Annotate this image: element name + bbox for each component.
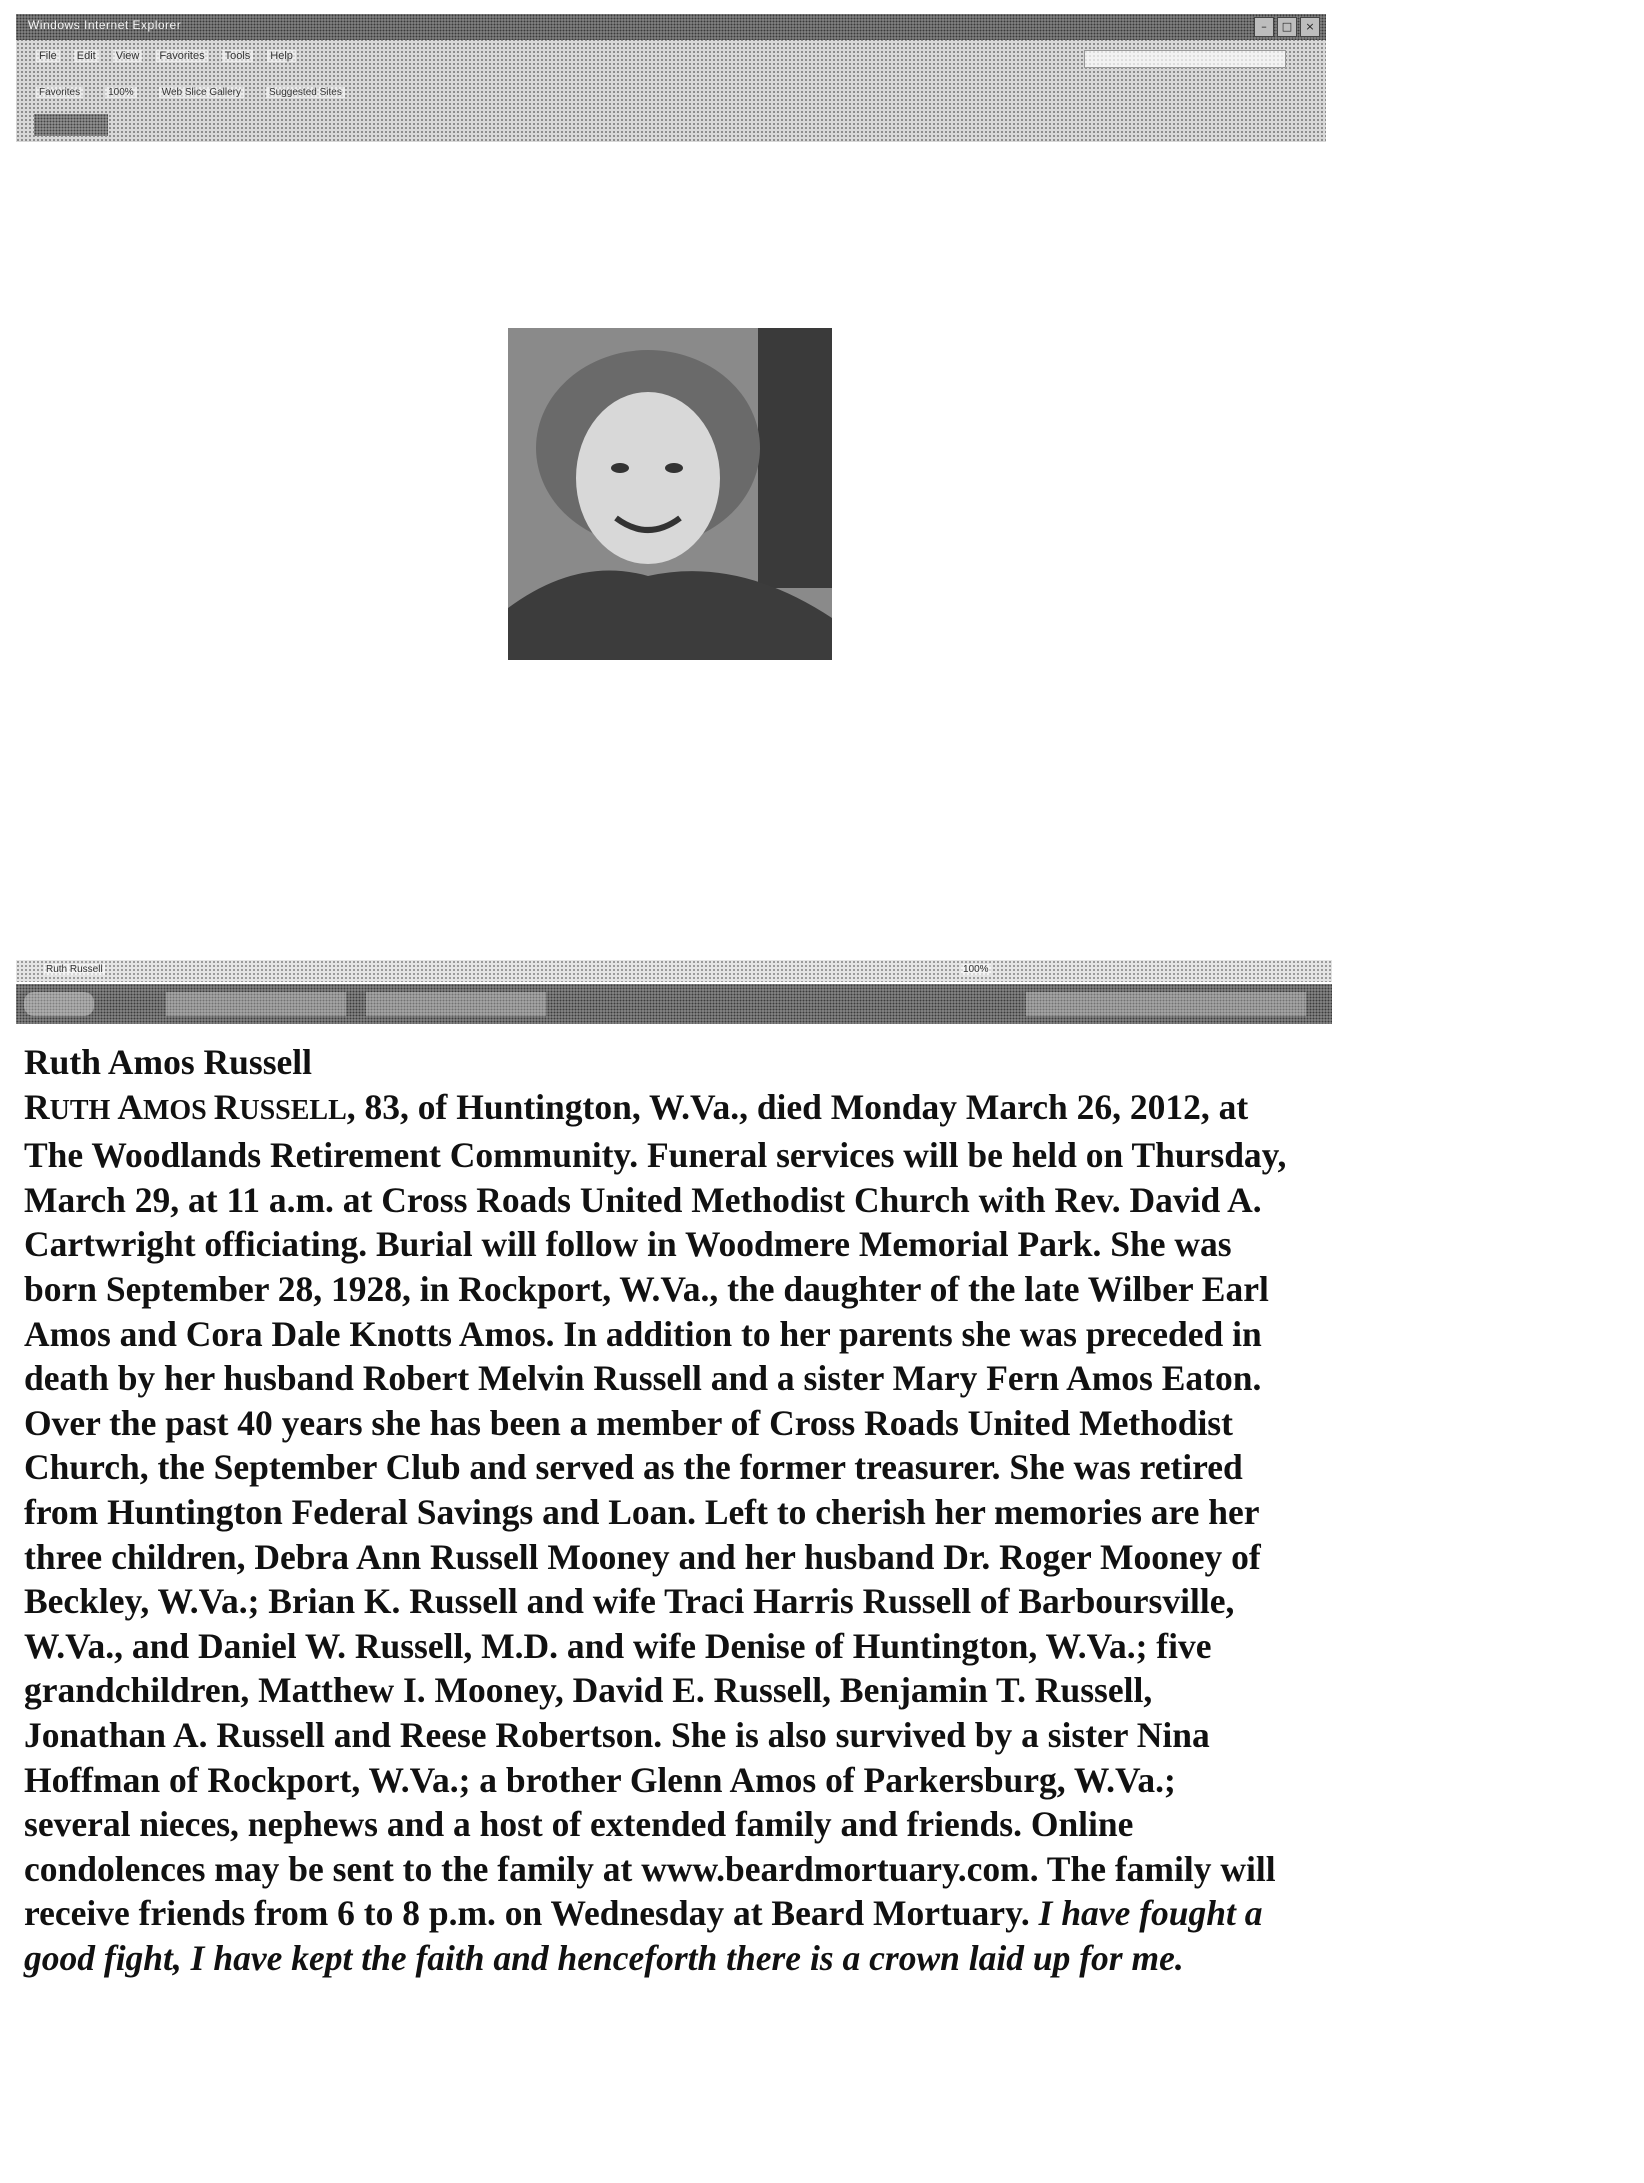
name-initial: A	[117, 1086, 143, 1127]
scripture-quote: good fight, I have kept the faith and henceforth there is a crown laid up for me.	[24, 1937, 1184, 1978]
menu-file[interactable]: File	[36, 50, 60, 62]
obituary-heading: Ruth Amos Russell	[24, 1042, 313, 1082]
obituary-line: Cartwright officiating. Burial will follow in Woodmere Memorial Park. She was	[24, 1224, 1232, 1265]
name-smallcaps: UTH	[49, 1094, 118, 1126]
taskbar	[16, 984, 1332, 1024]
browser-title-bar	[16, 14, 1326, 40]
menu-tools[interactable]: Tools	[222, 50, 254, 62]
obituary-line: grandchildren, Matthew I. Mooney, David E. Russell, Benjamin T. Russell,	[24, 1670, 1153, 1711]
name-smallcaps: MOS	[142, 1094, 214, 1126]
suggested-sites-link[interactable]: Suggested Sites	[266, 87, 345, 98]
back-forward-icon[interactable]	[34, 114, 108, 136]
scripture-quote: I have fought a	[1038, 1893, 1263, 1934]
obituary-line-text: receive friends from 6 to 8 p.m. on Wednesday at Beard Mortuary.	[24, 1893, 1039, 1934]
name-smallcaps: USSELL	[239, 1094, 347, 1126]
obituary-line: condolences may be sent to the family at www.beardmortuary.com. The family will	[24, 1848, 1276, 1889]
zoom-dropdown[interactable]: 100%	[105, 87, 137, 98]
close-icon[interactable]: ×	[1300, 17, 1320, 37]
obituary-line	[24, 1085, 1624, 1134]
window-title: Windows Internet Explorer	[28, 18, 182, 32]
obituary-line-text: , 83, of Huntington, W.Va., died Monday March 26, 2012, at	[346, 1086, 1249, 1127]
web-slice-gallery-link[interactable]: Web Slice Gallery	[159, 87, 244, 98]
obituary-line: The Woodlands Retirement Community. Funeral services will be held on Thursday,	[24, 1135, 1287, 1176]
obituary-line: several nieces, nephews and a host of extended family and friends. Online	[24, 1804, 1134, 1845]
minimize-icon[interactable]: –	[1254, 17, 1274, 37]
obituary-line: born September 28, 1928, in Rockport, W.Va., the daughter of the late Wilber Earl	[24, 1268, 1269, 1309]
taskbar-item[interactable]	[366, 992, 546, 1016]
browser-status-bar	[16, 960, 1332, 982]
favorites-toolbar	[16, 76, 1326, 108]
obituary-line: Beckley, W.Va.; Brian K. Russell and wife Traci Harris Russell of Barboursville,	[24, 1581, 1235, 1622]
favorites-button[interactable]: Favorites	[36, 87, 83, 98]
obituary-line	[24, 1936, 1624, 1981]
obituary-line: three children, Debra Ann Russell Mooney and her husband Dr. Roger Mooney of	[24, 1536, 1261, 1577]
obituary-line: from Huntington Federal Savings and Loan. Left to cherish her memories are her	[24, 1491, 1260, 1532]
obituary-text	[24, 1040, 1624, 1980]
system-tray	[1026, 992, 1306, 1016]
window-controls	[1254, 17, 1320, 37]
start-button-icon[interactable]	[24, 992, 94, 1016]
menu-view[interactable]: View	[113, 50, 143, 62]
portrait-illustration	[508, 328, 832, 660]
maximize-icon[interactable]: □	[1277, 17, 1297, 37]
search-input[interactable]	[1084, 50, 1286, 68]
obituary-line: Hoffman of Rockport, W.Va.; a brother Glenn Amos of Parkersburg, W.Va.;	[24, 1759, 1176, 1800]
menu-favorites[interactable]: Favorites	[156, 50, 207, 62]
menu-help[interactable]: Help	[267, 50, 296, 62]
taskbar-item[interactable]	[166, 992, 346, 1016]
menu-edit[interactable]: Edit	[74, 50, 99, 62]
obituary-line: Amos and Cora Dale Knotts Amos. In addition to her parents she was preceded in	[24, 1313, 1262, 1354]
obituary-line	[24, 1891, 1624, 1936]
obituary-line: W.Va., and Daniel W. Russell, M.D. and wife Denise of Huntington, W.Va.; five	[24, 1625, 1212, 1666]
obituary-line: Over the past 40 years she has been a member of Cross Roads United Methodist	[24, 1402, 1233, 1443]
name-initial: R	[24, 1086, 50, 1127]
status-text: Ruth Russell	[46, 964, 103, 975]
portrait-photo	[508, 328, 832, 660]
obituary-line: Church, the September Club and served as the former treasurer. She was retired	[24, 1447, 1243, 1488]
zoom-level[interactable]: 100%	[963, 964, 989, 975]
name-initial: R	[213, 1086, 240, 1127]
obituary-line: death by her husband Robert Melvin Russell and a sister Mary Fern Amos Eaton.	[24, 1358, 1262, 1399]
obituary-line: Jonathan A. Russell and Reese Robertson. She is also survived by a sister Nina	[24, 1714, 1210, 1755]
browser-chrome-top	[16, 14, 1326, 142]
obituary-line: March 29, at 11 a.m. at Cross Roads United Methodist Church with Rev. David A.	[24, 1179, 1262, 1220]
